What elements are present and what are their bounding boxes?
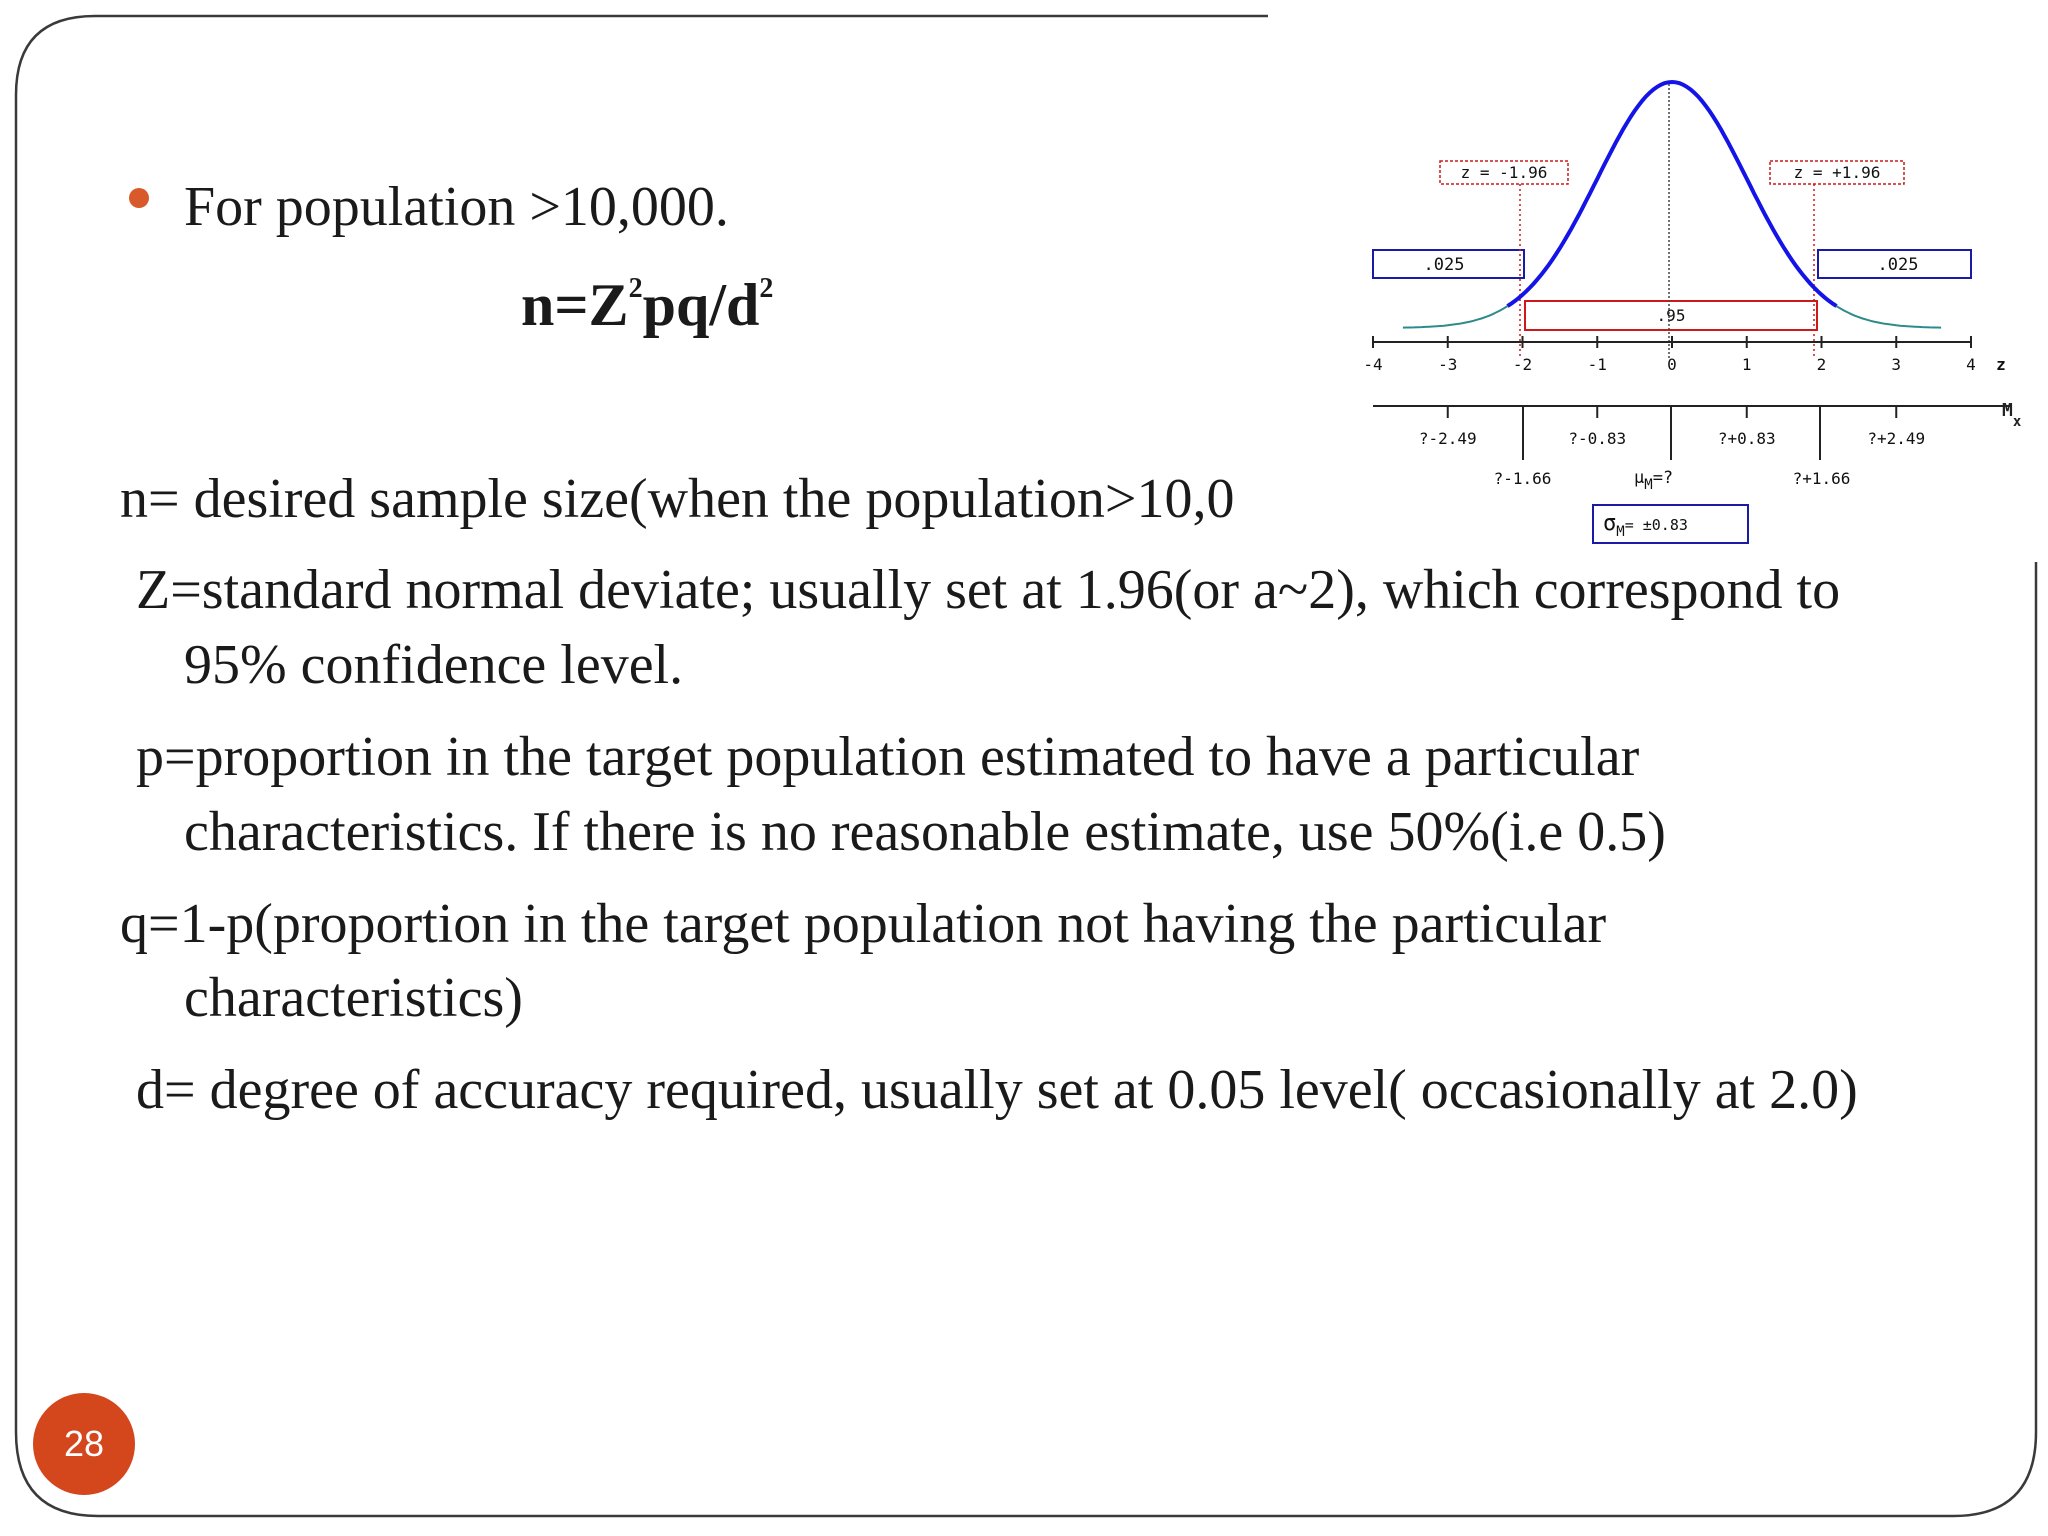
z-left-label: z = -1.96 — [1460, 163, 1548, 182]
mu-label — [1634, 468, 1673, 493]
z-tick-label: -3 — [1438, 355, 1458, 374]
mu-label-sub: M — [1644, 477, 1653, 493]
formula-mid: pq/d — [642, 272, 760, 338]
z-tick-label: 2 — [1816, 355, 1827, 374]
normal-distribution-figure — [1358, 70, 2038, 560]
p-definition-cont: characteristics. If there is no reasonable estimate, use 50%(i.e 0.5) — [184, 801, 1666, 863]
sample-size-formula — [521, 273, 773, 337]
center-area: .95 — [1656, 306, 1686, 325]
sigma-label-tail: = ±0.83 — [1624, 516, 1688, 534]
mx-boundary-label: ?+2.49 — [1867, 429, 1926, 448]
z-axis-label: z — [1996, 355, 2006, 374]
sigma-label-sub: M — [1616, 524, 1625, 540]
mu-label-tail: =? — [1652, 468, 1674, 488]
mx-label-main: M — [2002, 400, 2013, 421]
page-number-badge: 28 — [33, 1393, 135, 1495]
formula-exponent: 2 — [759, 273, 774, 304]
mx-boundary-label: ?-2.49 — [1418, 429, 1477, 448]
q-definition: q=1-p(proportion in the target population not having the particular — [120, 893, 1607, 955]
z-right-label: z = +1.96 — [1793, 163, 1881, 182]
mx-label-sub: x — [2012, 414, 2022, 430]
z-definition-cont: 95% confidence level. — [184, 634, 684, 696]
formula-n: n=Z — [521, 272, 629, 338]
mx-boundary-label: ?-0.83 — [1568, 429, 1627, 448]
curve-tail-right — [1836, 306, 1941, 328]
right-tail-area: .025 — [1877, 255, 1919, 275]
curve-tail-left — [1403, 306, 1508, 328]
left-tail-area: .025 — [1423, 255, 1465, 275]
q-definition-cont: characteristics) — [184, 967, 523, 1029]
normal-curve — [1508, 82, 1837, 306]
mu-label-main: μ — [1634, 468, 1645, 488]
z-tick-label: 1 — [1741, 355, 1752, 374]
z-tick-label: 3 — [1891, 355, 1902, 374]
sigma-label-main: σ — [1603, 511, 1617, 536]
d-definition: d= degree of accuracy required, usually set at 0.05 level( occasionally at 2.0) — [136, 1059, 1858, 1121]
z-tick-label: 4 — [1966, 355, 1976, 374]
formula-exponent: 2 — [628, 273, 643, 304]
mx-axis-label — [2002, 400, 2022, 430]
bullet-dot — [129, 188, 149, 208]
n-definition: n= desired sample size(when the population>10,0 — [120, 468, 1235, 530]
z-tick-label: 0 — [1667, 355, 1677, 374]
z-tick-label: -1 — [1587, 355, 1607, 374]
p-definition: p=proportion in the target population estimated to have a particular — [136, 726, 1640, 788]
bullet-text: For population >10,000. — [184, 176, 729, 238]
mx-boundary-label: ?+0.83 — [1717, 429, 1776, 448]
mx-mid-label: ?-1.66 — [1493, 469, 1552, 488]
z-tick-label: -4 — [1363, 355, 1383, 374]
z-definition: Z=standard normal deviate; usually set at 1.96(or a~2), which correspond to — [136, 559, 1841, 621]
z-tick-label: -2 — [1512, 355, 1533, 374]
mx-mid-label: ?+1.66 — [1792, 469, 1851, 488]
